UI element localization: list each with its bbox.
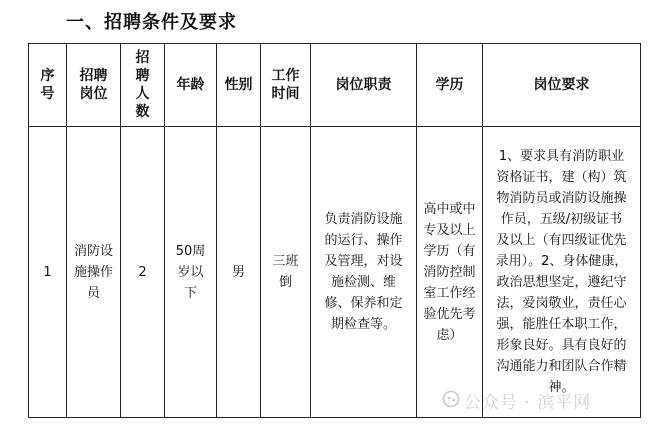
cell-work-time: 三班倒 [261,127,311,418]
cell-position: 消防设施操作员 [67,127,121,418]
table-header-row [29,44,641,127]
header-seq: 序号 [29,44,67,127]
cell-seq: 1 [29,127,67,418]
section-heading: 一、招聘条件及要求 [66,12,237,33]
header-age: 年龄 [165,44,217,127]
header-duties: 岗位职责 [311,44,417,127]
recruitment-table [28,43,641,418]
header-education: 学历 [417,44,483,127]
header-work-time: 工作时间 [261,44,311,127]
header-count: 招聘人数 [121,44,165,127]
table-row [29,127,641,418]
cell-education: 高中或中专及以上学历（有消防控制室工作经验优先考虑） [417,127,483,418]
cell-duties: 负责消防设施的运行、操作及管理，对设施检测、维修、保养和定期检查等。 [311,127,417,418]
header-position: 招聘岗位 [67,44,121,127]
cell-requirements: 1、要求具有消防职业资格证书，建（构）筑物消防员或消防设施操作员，五级/初级证书及以上（有四级证优先录用）。2、身体健康，政治思想坚定，遵纪守法，爱岗敬业，责任心强，能胜任本职工作，形象良好。具有良好的沟通能力和团队合作精神。 [483,127,641,418]
cell-gender: 男 [217,127,261,418]
cell-count: 2 [121,127,165,418]
cell-age: 50周岁以下 [165,127,217,418]
header-gender: 性别 [217,44,261,127]
watermark-text: 公众号 · 滨平网 [464,393,592,413]
header-requirements: 岗位要求 [483,44,641,127]
